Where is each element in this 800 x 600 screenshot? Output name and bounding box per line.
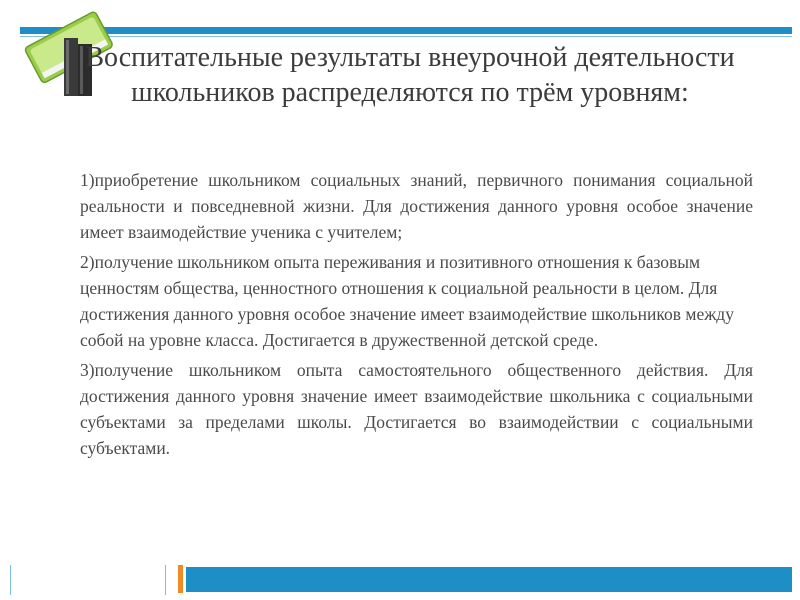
top-thin-line (20, 36, 792, 37)
content-list (80, 167, 753, 465)
footer-orange-bar (178, 565, 183, 593)
list-item: 2)получение школьником опыта переживания и позитивного отношения к базовым ценностям общества, ценностного отношения к социальной реальности в целом. Для достижения данного уровня особое значение имеет взаимодействие школьников между собой на уровне класса. Достигается в дружественной детской среде. (80, 252, 734, 350)
footer-blue-bar (186, 567, 792, 592)
footer-line-mid (165, 565, 166, 595)
list-item: 1)приобретение школьником социальных знаний, первичного понимания социальной реальности и повседневной жизни. Для достижения данного уровня особое значение имеет взаимодействие ученика с учителем; (80, 170, 753, 242)
top-accent-bar (20, 27, 792, 34)
footer-line-left (10, 565, 11, 595)
footer-decoration (0, 560, 800, 600)
list-item: 3)получение школьником опыта самостоятельного общественного действия. Для достижения данного уровня значение имеет взаимодействие школьника с социальными субъектами за пределами школы. Достигается во взаимодействии с социальными субъектами. (80, 360, 753, 458)
slide-title: Воспитательные результаты внеурочной деятельности школьников распределяются по трём уровням: (85, 42, 735, 108)
